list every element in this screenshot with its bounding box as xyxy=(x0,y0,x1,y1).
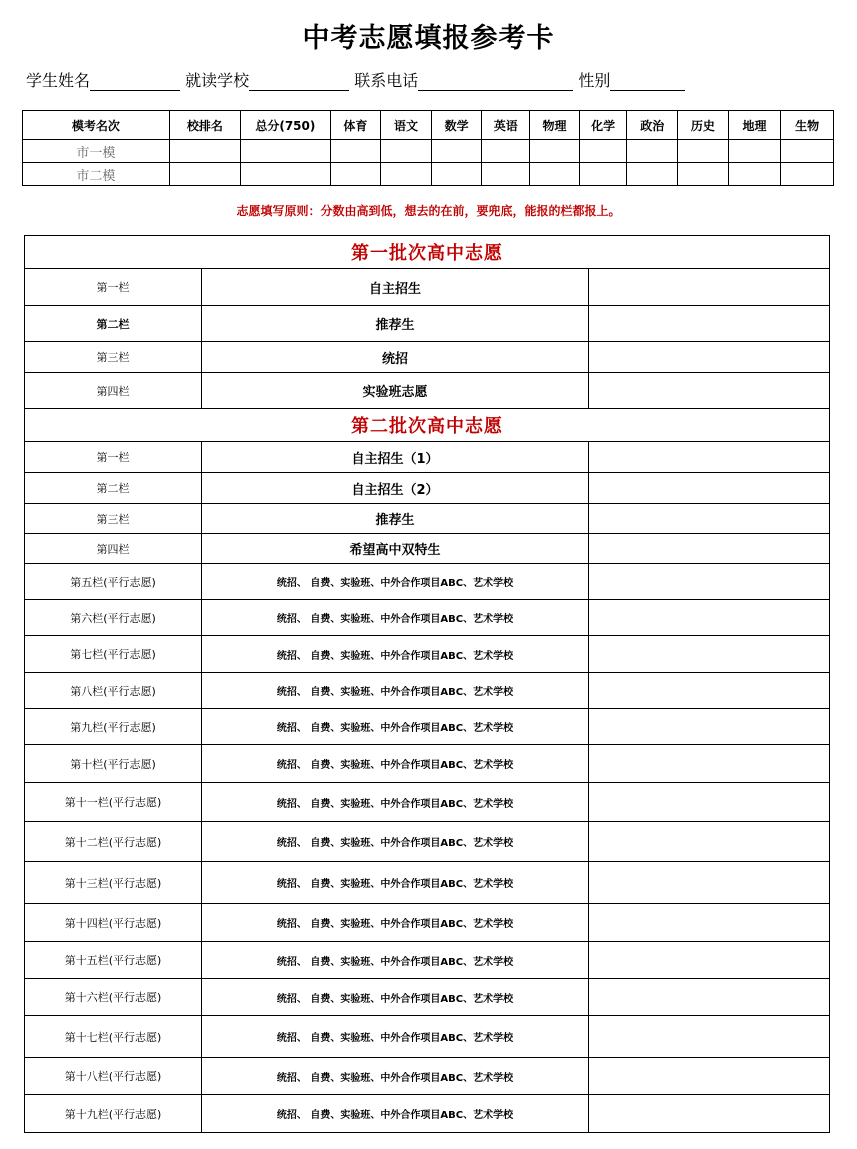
school-choice-cell[interactable] xyxy=(589,534,830,564)
score-cell[interactable] xyxy=(169,140,240,163)
score-cell[interactable] xyxy=(579,163,627,186)
school-choice-cell[interactable] xyxy=(589,1058,830,1095)
table-row xyxy=(25,564,830,600)
admission-type: 统招、 自费、实验班、中外合作项目ABC、艺术学校 xyxy=(202,600,589,636)
score-cell[interactable] xyxy=(781,163,834,186)
column-label: 第二栏 xyxy=(25,306,202,342)
admission-type: 统招、 自费、实验班、中外合作项目ABC、艺术学校 xyxy=(202,673,589,709)
column-label: 第六栏(平行志愿) xyxy=(25,600,202,636)
school-choice-cell[interactable] xyxy=(589,673,830,709)
score-cell[interactable] xyxy=(530,140,580,163)
header-cell: 英语 xyxy=(482,111,530,140)
school-choice-cell[interactable] xyxy=(589,979,830,1016)
score-table-header xyxy=(23,111,834,140)
admission-type: 希望高中双特生 xyxy=(202,534,589,564)
admission-type: 推荐生 xyxy=(202,306,589,342)
admission-type: 统招、 自费、实验班、中外合作项目ABC、艺术学校 xyxy=(202,862,589,904)
column-label: 第八栏(平行志愿) xyxy=(25,673,202,709)
school-choice-cell[interactable] xyxy=(589,373,830,409)
name-label: 学生姓名 xyxy=(26,71,91,90)
school-choice-cell[interactable] xyxy=(589,862,830,904)
table-row xyxy=(25,709,830,745)
column-label: 第七栏(平行志愿) xyxy=(25,636,202,673)
exam-name: 市二模 xyxy=(23,163,170,186)
school-choice-cell[interactable] xyxy=(589,473,830,504)
admission-type: 自主招生 xyxy=(202,269,589,306)
header-cell: 历史 xyxy=(678,111,729,140)
admission-type: 自主招生（1） xyxy=(202,442,589,473)
score-cell[interactable] xyxy=(482,140,530,163)
page-title: 中考志愿填报参考卡 xyxy=(302,23,555,54)
column-label: 第十七栏(平行志愿) xyxy=(25,1016,202,1058)
score-cell[interactable] xyxy=(627,163,678,186)
column-label: 第一栏 xyxy=(25,269,202,306)
score-cell[interactable] xyxy=(530,163,580,186)
admission-type: 统招、 自费、实验班、中外合作项目ABC、艺术学校 xyxy=(202,636,589,673)
column-label: 第四栏 xyxy=(25,534,202,564)
school-choice-cell[interactable] xyxy=(589,564,830,600)
school-choice-cell[interactable] xyxy=(589,904,830,942)
gender-field[interactable] xyxy=(610,71,685,91)
admission-type: 统招、 自费、实验班、中外合作项目ABC、艺术学校 xyxy=(202,709,589,745)
preference-table xyxy=(24,235,830,1133)
batch2-title: 第二批次高中志愿 xyxy=(25,409,830,442)
admission-type: 统招、 自费、实验班、中外合作项目ABC、艺术学校 xyxy=(202,1016,589,1058)
admission-type: 统招、 自费、实验班、中外合作项目ABC、艺术学校 xyxy=(202,564,589,600)
table-row xyxy=(25,783,830,822)
score-cell[interactable] xyxy=(381,140,432,163)
score-cell[interactable] xyxy=(169,163,240,186)
header-cell: 模考名次 xyxy=(23,111,170,140)
exam-name: 市一模 xyxy=(23,140,170,163)
header-cell: 校排名 xyxy=(169,111,240,140)
table-row xyxy=(25,342,830,373)
table-row xyxy=(25,269,830,306)
admission-type: 统招、 自费、实验班、中外合作项目ABC、艺术学校 xyxy=(202,822,589,862)
header-cell: 物理 xyxy=(530,111,580,140)
school-field[interactable] xyxy=(249,71,349,91)
table-row xyxy=(25,473,830,504)
score-cell[interactable] xyxy=(728,163,781,186)
header-cell: 体育 xyxy=(330,111,381,140)
student-info-line xyxy=(26,68,685,91)
score-cell[interactable] xyxy=(241,140,330,163)
school-choice-cell[interactable] xyxy=(589,783,830,822)
batch1-title-row xyxy=(25,236,830,269)
column-label: 第四栏 xyxy=(25,373,202,409)
score-cell[interactable] xyxy=(482,163,530,186)
table-row xyxy=(25,979,830,1016)
school-choice-cell[interactable] xyxy=(589,709,830,745)
column-label: 第十二栏(平行志愿) xyxy=(25,822,202,862)
school-choice-cell[interactable] xyxy=(589,745,830,783)
table-row xyxy=(25,504,830,534)
column-label: 第一栏 xyxy=(25,442,202,473)
school-choice-cell[interactable] xyxy=(589,1095,830,1133)
column-label: 第三栏 xyxy=(25,504,202,534)
score-cell[interactable] xyxy=(678,163,729,186)
phone-label: 联系电话 xyxy=(354,71,419,90)
score-cell[interactable] xyxy=(627,140,678,163)
score-table xyxy=(22,110,834,186)
table-row xyxy=(25,534,830,564)
column-label: 第十九栏(平行志愿) xyxy=(25,1095,202,1133)
score-cell[interactable] xyxy=(241,163,330,186)
admission-type: 统招、 自费、实验班、中外合作项目ABC、艺术学校 xyxy=(202,1095,589,1133)
score-cell[interactable] xyxy=(431,140,482,163)
table-row xyxy=(25,904,830,942)
admission-type: 统招、 自费、实验班、中外合作项目ABC、艺术学校 xyxy=(202,979,589,1016)
column-label: 第十三栏(平行志愿) xyxy=(25,862,202,904)
admission-type: 统招、 自费、实验班、中外合作项目ABC、艺术学校 xyxy=(202,1058,589,1095)
admission-type: 推荐生 xyxy=(202,504,589,534)
admission-type: 自主招生（2） xyxy=(202,473,589,504)
school-choice-cell[interactable] xyxy=(589,822,830,862)
admission-type: 统招、 自费、实验班、中外合作项目ABC、艺术学校 xyxy=(202,904,589,942)
header-cell: 总分(750) xyxy=(241,111,330,140)
score-cell[interactable] xyxy=(678,140,729,163)
table-row xyxy=(25,1095,830,1133)
score-cell[interactable] xyxy=(330,163,381,186)
table-row xyxy=(25,942,830,979)
filling-principle: 志愿填写原则：分数由高到低，想去的在前，要兜底，能报的栏都报上。 xyxy=(236,204,621,218)
school-label: 就读学校 xyxy=(185,71,250,90)
gender-label: 性别 xyxy=(578,71,611,90)
admission-type: 统招、 自费、实验班、中外合作项目ABC、艺术学校 xyxy=(202,942,589,979)
table-row xyxy=(25,306,830,342)
column-label: 第十四栏(平行志愿) xyxy=(25,904,202,942)
score-cell[interactable] xyxy=(381,163,432,186)
column-label: 第三栏 xyxy=(25,342,202,373)
name-field[interactable] xyxy=(90,71,180,91)
school-choice-cell[interactable] xyxy=(589,636,830,673)
table-row xyxy=(23,140,834,163)
header-cell: 语文 xyxy=(381,111,432,140)
score-cell[interactable] xyxy=(781,140,834,163)
school-choice-cell[interactable] xyxy=(589,342,830,373)
header-cell: 地理 xyxy=(728,111,781,140)
header-cell: 数学 xyxy=(431,111,482,140)
school-choice-cell[interactable] xyxy=(589,1016,830,1058)
table-row xyxy=(25,862,830,904)
table-row xyxy=(25,373,830,409)
column-label: 第五栏(平行志愿) xyxy=(25,564,202,600)
column-label: 第十八栏(平行志愿) xyxy=(25,1058,202,1095)
admission-type: 统招、 自费、实验班、中外合作项目ABC、艺术学校 xyxy=(202,745,589,783)
phone-field[interactable] xyxy=(418,71,573,91)
table-row xyxy=(25,636,830,673)
admission-type: 统招 xyxy=(202,342,589,373)
score-cell[interactable] xyxy=(431,163,482,186)
score-cell[interactable] xyxy=(579,140,627,163)
table-row xyxy=(25,745,830,783)
header-cell: 化学 xyxy=(579,111,627,140)
header-cell: 政治 xyxy=(627,111,678,140)
school-choice-cell[interactable] xyxy=(589,306,830,342)
column-label: 第十一栏(平行志愿) xyxy=(25,783,202,822)
batch2-title-row xyxy=(25,409,830,442)
school-choice-cell[interactable] xyxy=(589,504,830,534)
admission-type: 实验班志愿 xyxy=(202,373,589,409)
table-row xyxy=(25,442,830,473)
school-choice-cell[interactable] xyxy=(589,942,830,979)
table-row xyxy=(23,163,834,186)
admission-type: 统招、 自费、实验班、中外合作项目ABC、艺术学校 xyxy=(202,783,589,822)
table-row xyxy=(25,600,830,636)
table-row xyxy=(25,822,830,862)
column-label: 第十栏(平行志愿) xyxy=(25,745,202,783)
school-choice-cell[interactable] xyxy=(589,600,830,636)
header-cell: 生物 xyxy=(781,111,834,140)
table-row xyxy=(25,1016,830,1058)
column-label: 第九栏(平行志愿) xyxy=(25,709,202,745)
school-choice-cell[interactable] xyxy=(589,442,830,473)
table-row xyxy=(25,673,830,709)
score-cell[interactable] xyxy=(330,140,381,163)
school-choice-cell[interactable] xyxy=(589,269,830,306)
table-row xyxy=(25,1058,830,1095)
column-label: 第二栏 xyxy=(25,473,202,504)
column-label: 第十六栏(平行志愿) xyxy=(25,979,202,1016)
score-cell[interactable] xyxy=(728,140,781,163)
batch1-title: 第一批次高中志愿 xyxy=(25,236,830,269)
column-label: 第十五栏(平行志愿) xyxy=(25,942,202,979)
